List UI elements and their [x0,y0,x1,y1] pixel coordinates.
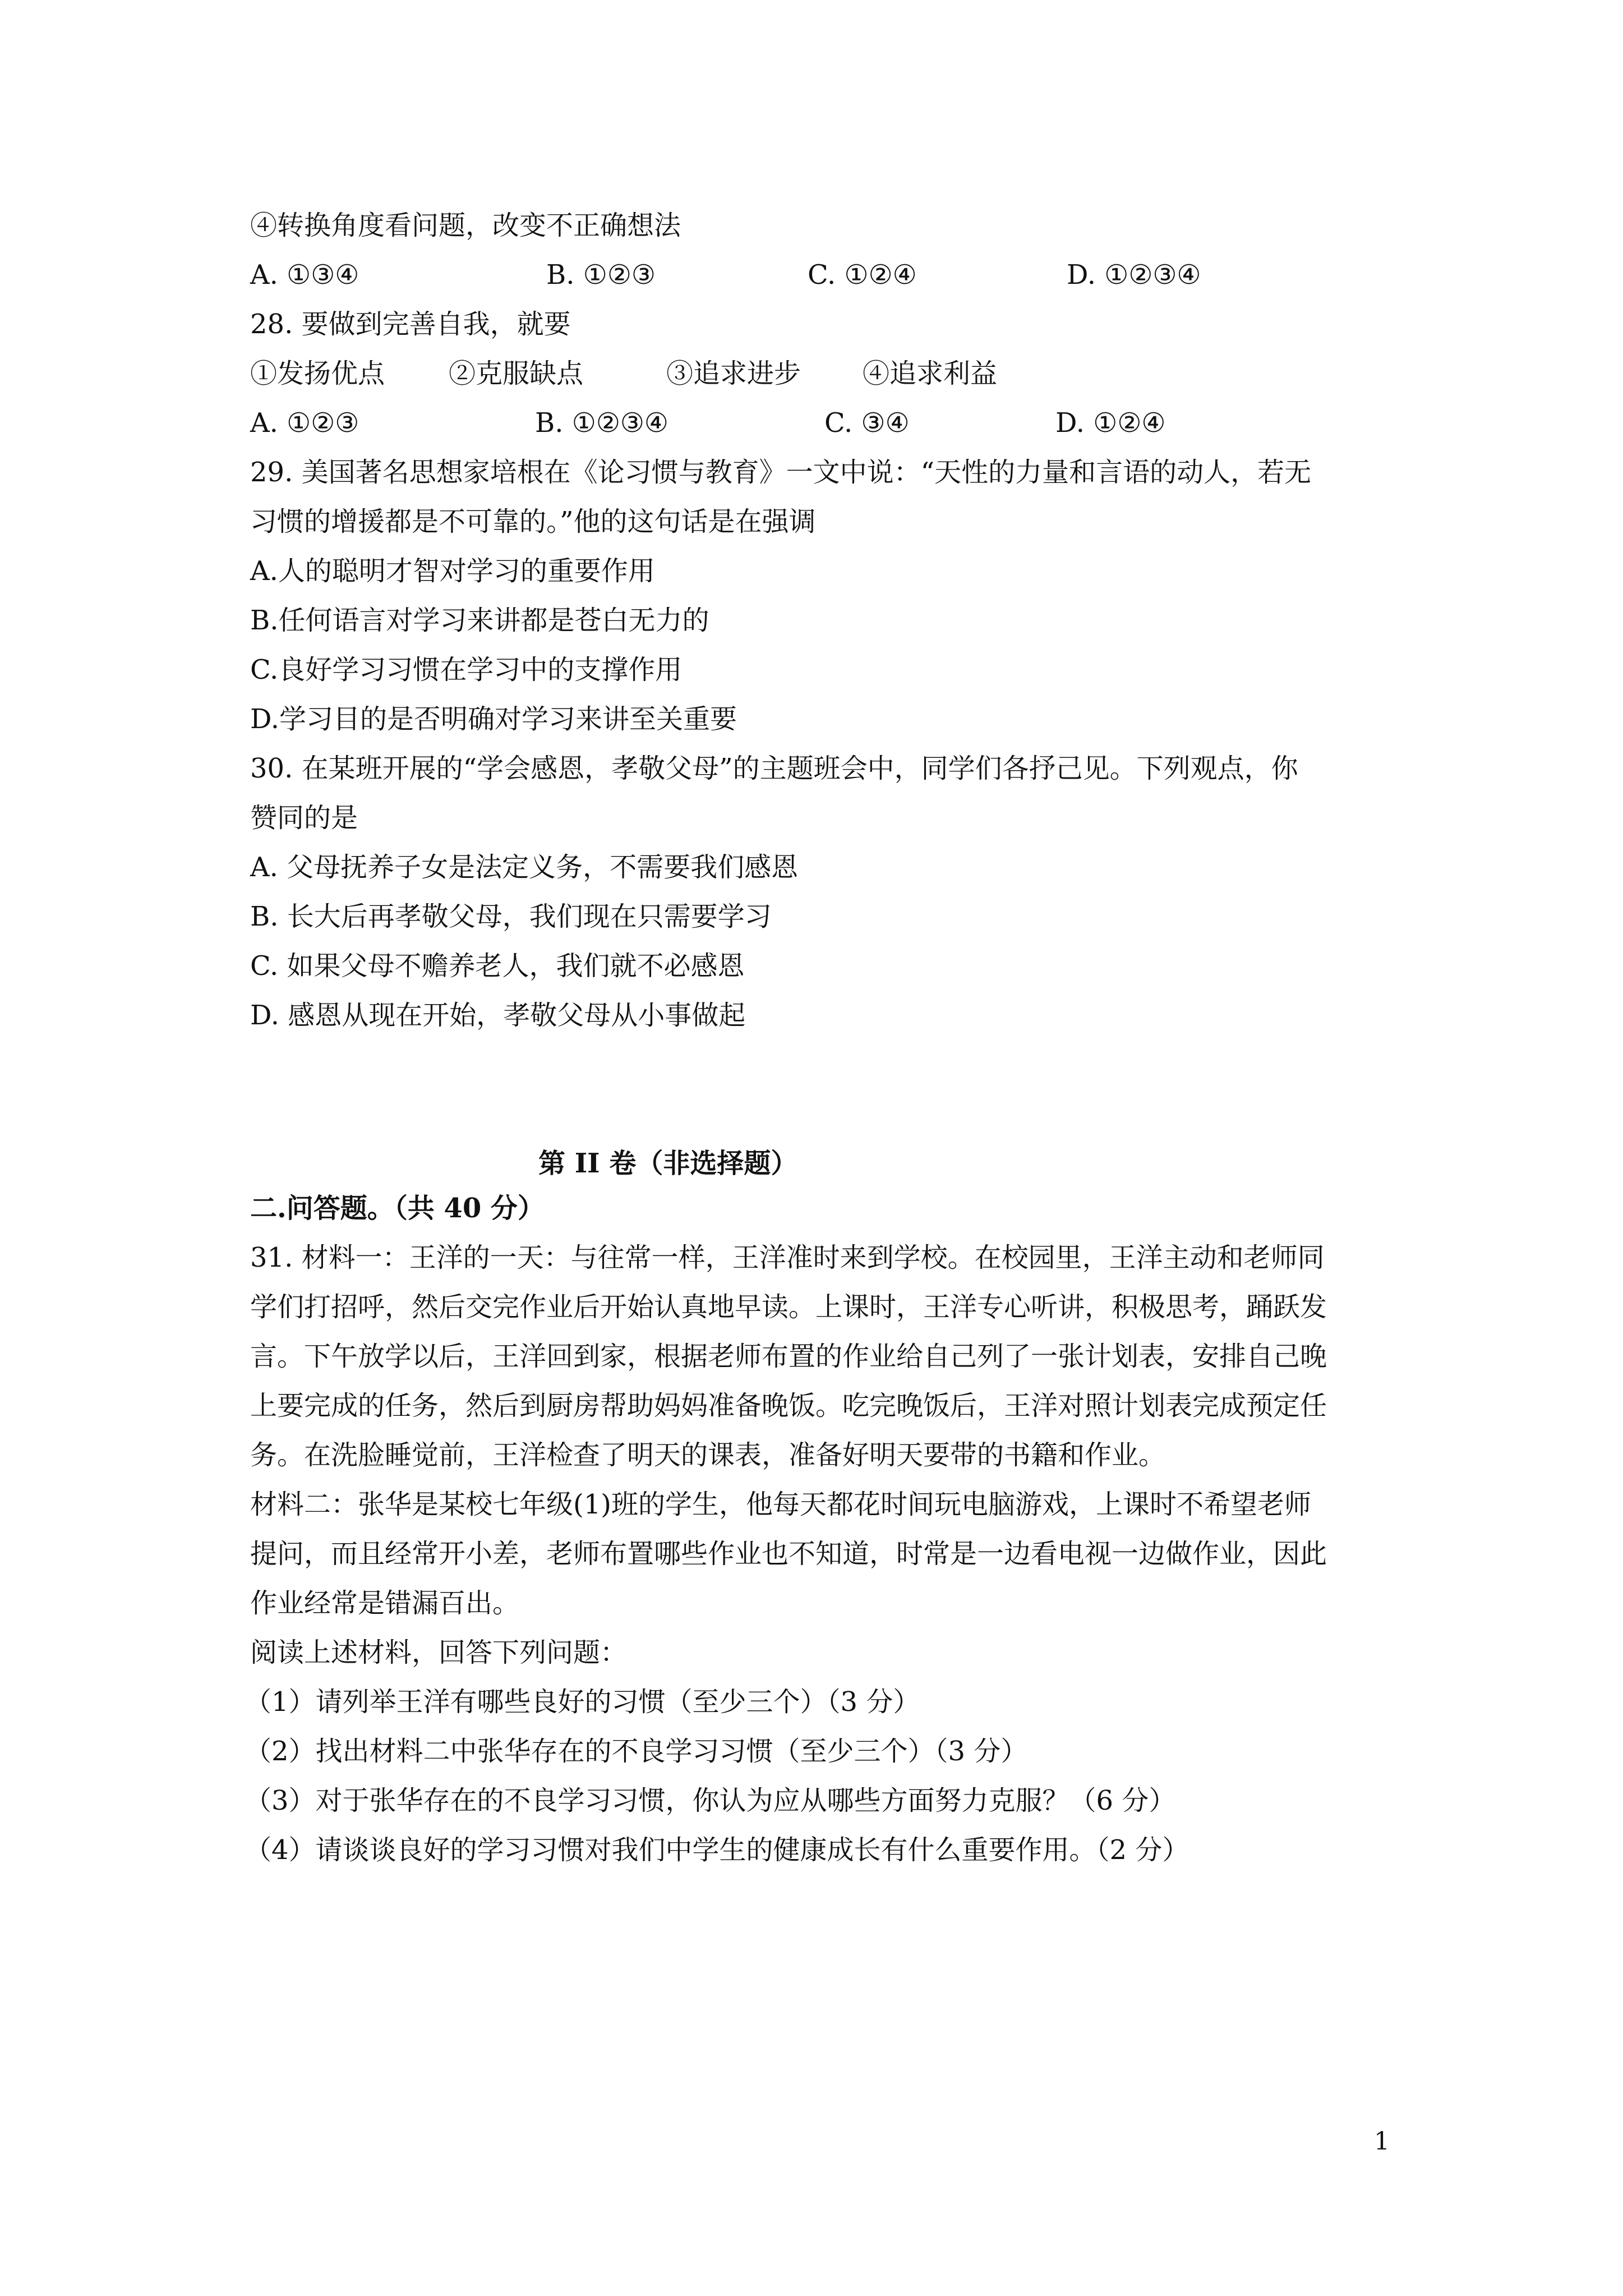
q31-material1-line-5: 务。在洗脸睡觉前，王洋检查了明天的课表，准备好明天要带的书籍和作业。 [250,1439,1166,1471]
q30-option-a: A. 父母抚养子女是法定义务，不需要我们感恩 [250,852,799,883]
q28-item-4: ④追求利益 [863,358,998,389]
q27-option-d: D. ①②③④ [1067,259,1201,291]
q30-stem-line-1: 30. 在某班开展的“学会感恩，孝敬父母”的主题班会中，同学们各抒己见。下列观点，你 [250,753,1298,784]
q28-item-3: ③追求进步 [666,358,801,389]
q31-material2-line-3: 作业经常是错漏百出。 [250,1588,520,1619]
q31-material1-line-4: 上要完成的任务，然后到厨房帮助妈妈准备晚饭。吃完晚饭后，王洋对照计划表完成预定任 [250,1390,1327,1421]
q31-subquestion-1: （1）请列举王洋有哪些良好的习惯（至少三个）（3 分） [245,1686,920,1718]
q29-stem-line-1: 29. 美国著名思想家培根在《论习惯与教育》一文中说：“天性的力量和言语的动人，若无 [250,457,1312,488]
q28-option-d: D. ①②④ [1055,407,1166,439]
q27-option-a: A. ①③④ [250,259,359,291]
q29-option-d: D.学习目的是否明确对学习来讲至关重要 [250,703,737,735]
q31-subquestion-3: （3）对于张华存在的不良学习习惯，你认为应从哪些方面努力克服？（6 分） [245,1785,1176,1816]
q28-items [250,357,1372,390]
q31-material1-line-3: 言。下午放学以后，王洋回到家，根据老师布置的作业给自己列了一张计划表，安排自己晚 [250,1341,1327,1372]
part2-title: 第 II 卷（非选择题） [538,1148,798,1179]
q31-prompt: 阅读上述材料，回答下列问题： [250,1637,628,1668]
q28-item-1: ①发扬优点 [250,358,385,389]
q30-option-c: C. 如果父母不赡养老人，我们就不必感恩 [250,950,745,982]
q31-material2-line-1: 材料二：张华是某校七年级(1)班的学生，他每天都花时间玩电脑游戏，上课时不希望老师 [250,1489,1311,1520]
page-number: 1 [1374,2127,1390,2156]
q28-option-c: C. ③④ [824,407,910,439]
q31-subquestion-4: （4）请谈谈良好的学习习惯对我们中学生的健康成长有什么重要作用。（2 分） [245,1834,1189,1866]
q31-subquestion-2: （2）找出材料二中张华存在的不良学习习惯（至少三个）（3 分） [245,1736,1028,1767]
q29-option-b: B.任何语言对学习来讲都是苍白无力的 [250,605,709,636]
q31-material1-line-2: 学们打招呼，然后交完作业后开始认真地早读。上课时，王洋专心听讲，积极思考，踊跃发 [250,1291,1327,1323]
q29-stem-line-2: 习惯的增援都是不可靠的。”他的这句话是在强调 [250,506,816,537]
q28-item-2: ②克服缺点 [449,358,584,389]
q27-option-b: B. ①②③ [546,259,656,291]
q28-option-a: A. ①②③ [250,407,359,439]
q29-option-c: C.良好学习习惯在学习中的支撑作用 [250,654,683,685]
q31-material1-line-1: 31. 材料一：王洋的一天：与往常一样，王洋准时来到学校。在校园里，王洋主动和老师同 [250,1242,1325,1273]
section-heading: 二.问答题。（共 40 分） [250,1193,545,1224]
q30-option-b: B. 长大后再孝敬父母，我们现在只需要学习 [250,901,772,932]
q27-option-c: C. ①②④ [808,259,917,291]
q30-option-d: D. 感恩从现在开始，孝敬父母从小事做起 [250,1000,746,1031]
q28-stem: 28. 要做到完善自我，就要 [250,309,571,340]
q31-material2-line-2: 提问，而且经常开小差，老师布置哪些作业也不知道，时常是一边看电视一边做作业，因此 [250,1538,1327,1570]
q28-options [250,406,1372,440]
q29-option-a: A.人的聪明才智对学习的重要作用 [250,555,655,587]
q30-stem-line-2: 赞同的是 [250,802,358,834]
q28-option-b: B. ①②③④ [535,407,668,439]
q27-item-4: ④转换角度看问题，改变不正确想法 [250,210,681,241]
q27-options [250,258,1372,292]
